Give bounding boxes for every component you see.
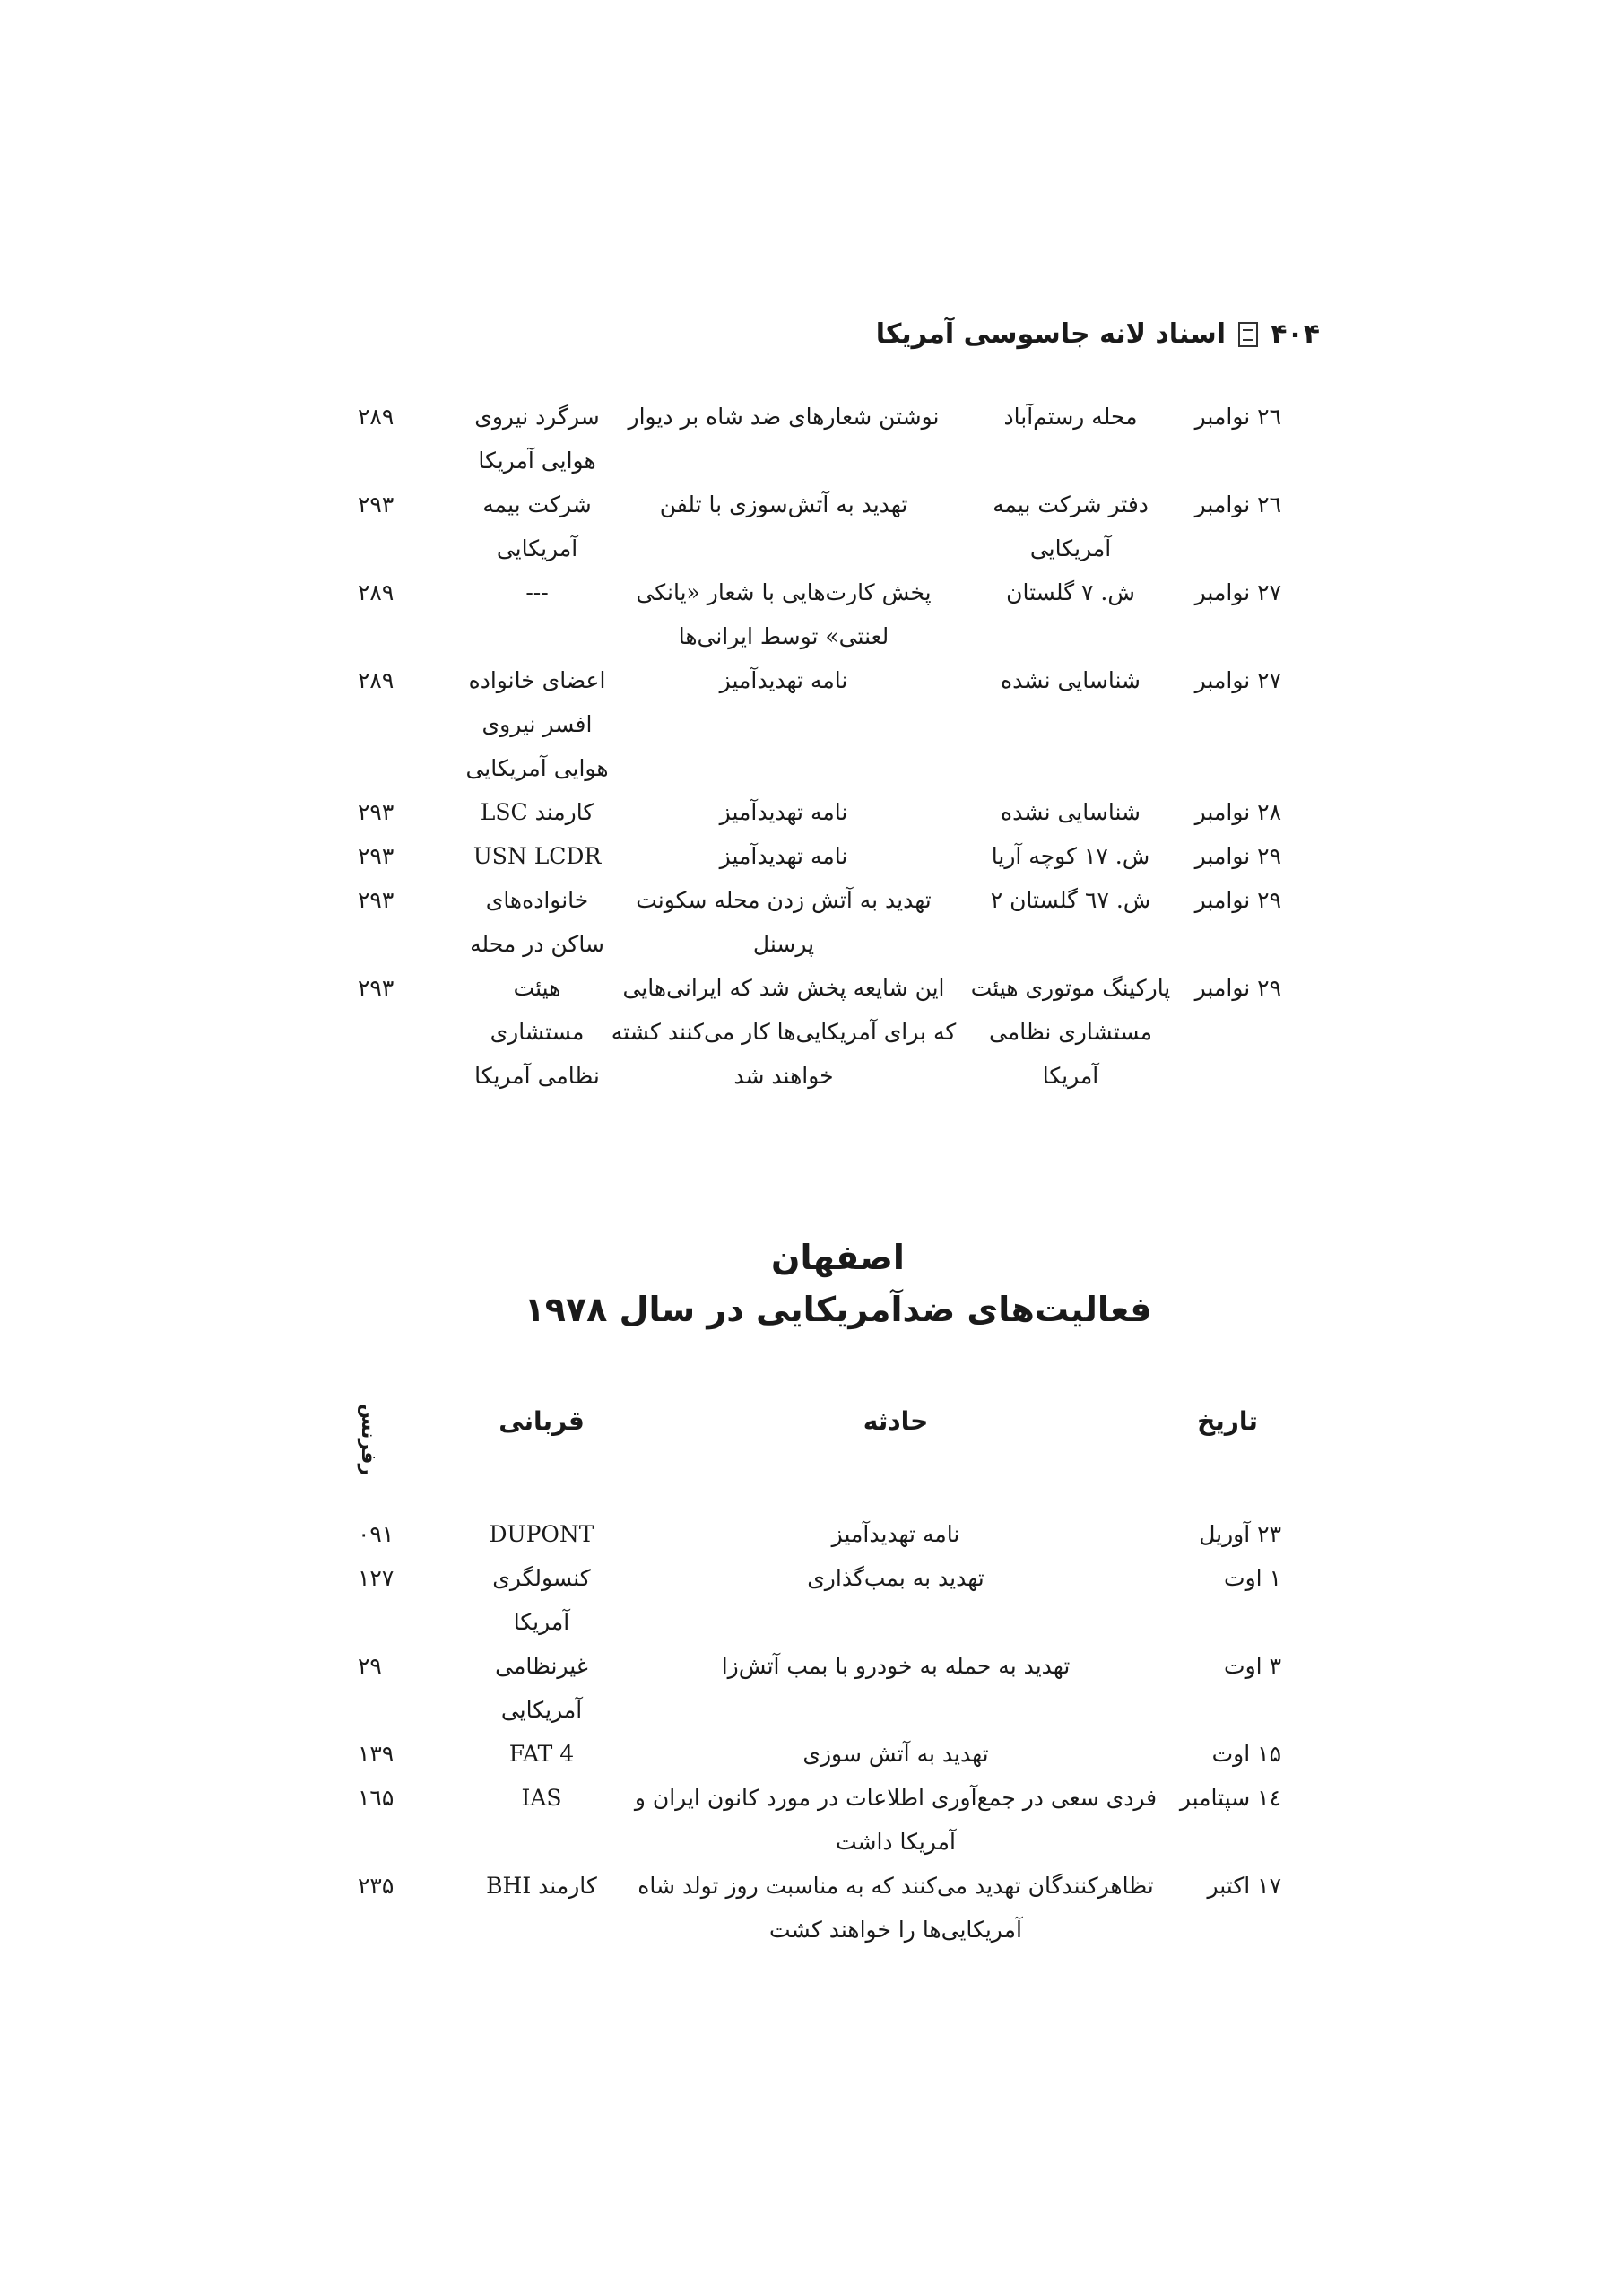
- cell-date: ۲۳ آوریل: [1199, 1521, 1281, 1548]
- cell-victim: کارمند BHI: [486, 1873, 597, 1900]
- cell-event: نامه تهدیدآمیز: [719, 667, 848, 693]
- table-row: [358, 790, 1281, 834]
- cell-event: نامه تهدیدآمیز: [719, 843, 848, 869]
- cell-place: دفتر شرکت بیمه آمریکایی: [993, 491, 1149, 561]
- cell-date: ۱ اوت: [1224, 1565, 1281, 1592]
- cell-date: ۲٦ نوامبر: [1194, 491, 1281, 517]
- table-row: [358, 878, 1281, 966]
- cell-page: ۲۹۳: [358, 975, 395, 1001]
- cell-date: ۱۵ اوت: [1211, 1741, 1281, 1768]
- section-subtitle: فعالیت‌های ضدآمریکایی در سال ۱۹۷۸: [524, 1290, 1152, 1329]
- table-row: [358, 1732, 1281, 1776]
- cell-victim: خانواده‌های ساکن در محله: [470, 887, 604, 957]
- cell-date: ۲۹ نوامبر: [1194, 887, 1281, 913]
- cell-victim: غیرنظامی آمریکایی: [495, 1653, 588, 1724]
- cell-page: ۲۳۵: [358, 1873, 395, 1900]
- isfahan-incidents-table: [358, 1404, 1281, 1952]
- cell-event: این شایعه پخش شد که ایرانی‌هایی که برای آمریکایی‌ها کار می‌کنند کشته خواهند شد: [611, 975, 957, 1089]
- cell-event: تهدید به آتش زدن محله سکونت پرسنل: [636, 887, 932, 957]
- cell-page: ۲۸۹: [358, 667, 395, 693]
- table-row: [358, 1556, 1281, 1644]
- cell-event: تهدید به حمله به خودرو با بمب آتش‌زا: [721, 1653, 1071, 1680]
- cell-victim: اعضای خانواده افسر نیروی هوایی آمریکایی: [465, 667, 609, 781]
- cell-place: ش. ۷ گلستان: [1006, 579, 1135, 605]
- cell-victim: IAS: [521, 1785, 562, 1812]
- cell-page: ۲۹۳: [358, 887, 395, 913]
- page-number: ۴۰۴: [1271, 318, 1320, 350]
- cell-place: شناسایی نشده: [1001, 799, 1141, 825]
- document-icon: [1238, 322, 1258, 347]
- cell-date: ۲۸ نوامبر: [1194, 799, 1281, 825]
- table-row: [358, 1864, 1281, 1952]
- cell-place: ش. ٦۷ گلستان ۲: [990, 887, 1151, 913]
- cell-date: ۲۹ نوامبر: [1194, 843, 1281, 869]
- cell-victim: کنسولگری آمریکا: [492, 1565, 591, 1636]
- cell-date: ۲۷ نوامبر: [1194, 667, 1281, 693]
- cell-event: پخش کارت‌هایی با شعار «یانکی لعنتی» توسط ایرانی‌ها: [636, 579, 932, 649]
- cell-victim: شرکت بیمه آمریکایی: [482, 491, 592, 561]
- table-row: [358, 1512, 1281, 1556]
- cell-place: شناسایی نشده: [1001, 667, 1141, 693]
- cell-victim: کارمند LSC: [480, 799, 594, 825]
- cell-page: ۲۹: [358, 1653, 382, 1680]
- cell-page: ۱۲۷: [358, 1565, 395, 1592]
- cell-victim: FAT 4: [508, 1741, 575, 1768]
- table-row: [358, 483, 1281, 570]
- cell-event: تهدید به بمب‌گذاری: [807, 1565, 984, 1592]
- cell-page: ۲۹۳: [358, 799, 395, 825]
- cell-page: ۲۸۹: [358, 579, 395, 605]
- table-row: [358, 966, 1281, 1098]
- cell-place: پارکینگ موتوری هیئت مستشاری نظامی آمریکا: [970, 975, 1171, 1089]
- book-title: اسناد لانه جاسوسی آمریکا: [875, 318, 1227, 350]
- cell-page: ۱٦۵: [358, 1785, 395, 1812]
- cell-page: ۲۸۹: [358, 404, 395, 430]
- header-reference: رفرنس: [357, 1404, 379, 1476]
- table-row: [358, 658, 1281, 790]
- cell-page: ۱۳۹: [358, 1741, 395, 1768]
- section-city-title: اصفهان: [771, 1238, 905, 1277]
- page-header: [876, 318, 1320, 350]
- cell-event: تهدید به آتش سوزی: [802, 1741, 989, 1768]
- cell-victim: هیئت مستشاری نظامی آمریکا: [474, 975, 600, 1089]
- cell-place: ش. ۱۷ کوچه آریا: [991, 843, 1150, 869]
- tehran-incidents-table: [358, 395, 1281, 1098]
- cell-page: ۲۹۳: [358, 491, 395, 517]
- header-event: حادثه: [863, 1406, 929, 1436]
- header-victim: قربانی: [499, 1406, 585, 1436]
- cell-event: نامه تهدیدآمیز: [831, 1521, 960, 1548]
- cell-event: فردی سعی در جمع‌آوری اطلاعات در مورد کانون ایران و آمریکا داشت: [634, 1785, 1158, 1856]
- cell-date: ۱۷ اکتبر: [1207, 1873, 1281, 1900]
- cell-date: ۲٦ نوامبر: [1194, 404, 1281, 430]
- table-header-row: [358, 1404, 1281, 1512]
- cell-victim: سرگرد نیروی هوایی آمریکا: [474, 404, 600, 474]
- cell-date: ۲۹ نوامبر: [1194, 975, 1281, 1001]
- cell-event: نامه تهدیدآمیز: [719, 799, 848, 825]
- cell-event: تهدید به آتش‌سوزی با تلفن: [659, 491, 908, 517]
- cell-event: نوشتن شعارهای ضد شاه بر دیوار: [628, 404, 940, 430]
- table-row: [358, 570, 1281, 658]
- table-row: [358, 395, 1281, 483]
- cell-date: ۲۷ نوامبر: [1194, 579, 1281, 605]
- cell-date: ۱٤ سپتامبر: [1179, 1785, 1281, 1812]
- cell-date: ۳ اوت: [1224, 1653, 1281, 1680]
- cell-place: محله رستم‌آباد: [1003, 404, 1138, 430]
- cell-victim: DUPONT: [489, 1521, 594, 1548]
- table-row: [358, 1776, 1281, 1864]
- cell-page: ۰۹۱: [358, 1521, 395, 1548]
- cell-page: ۲۹۳: [358, 843, 395, 869]
- header-date: تاریخ: [1197, 1406, 1258, 1436]
- table-row: [358, 834, 1281, 878]
- cell-victim: USN LCDR: [473, 843, 602, 869]
- table-row: [358, 1644, 1281, 1732]
- cell-victim: ---: [525, 579, 549, 605]
- cell-event: تظاهرکنندگان تهدید می‌کنند که به مناسبت روز تولد شاه آمریکایی‌ها را خواهند کشت: [638, 1873, 1154, 1944]
